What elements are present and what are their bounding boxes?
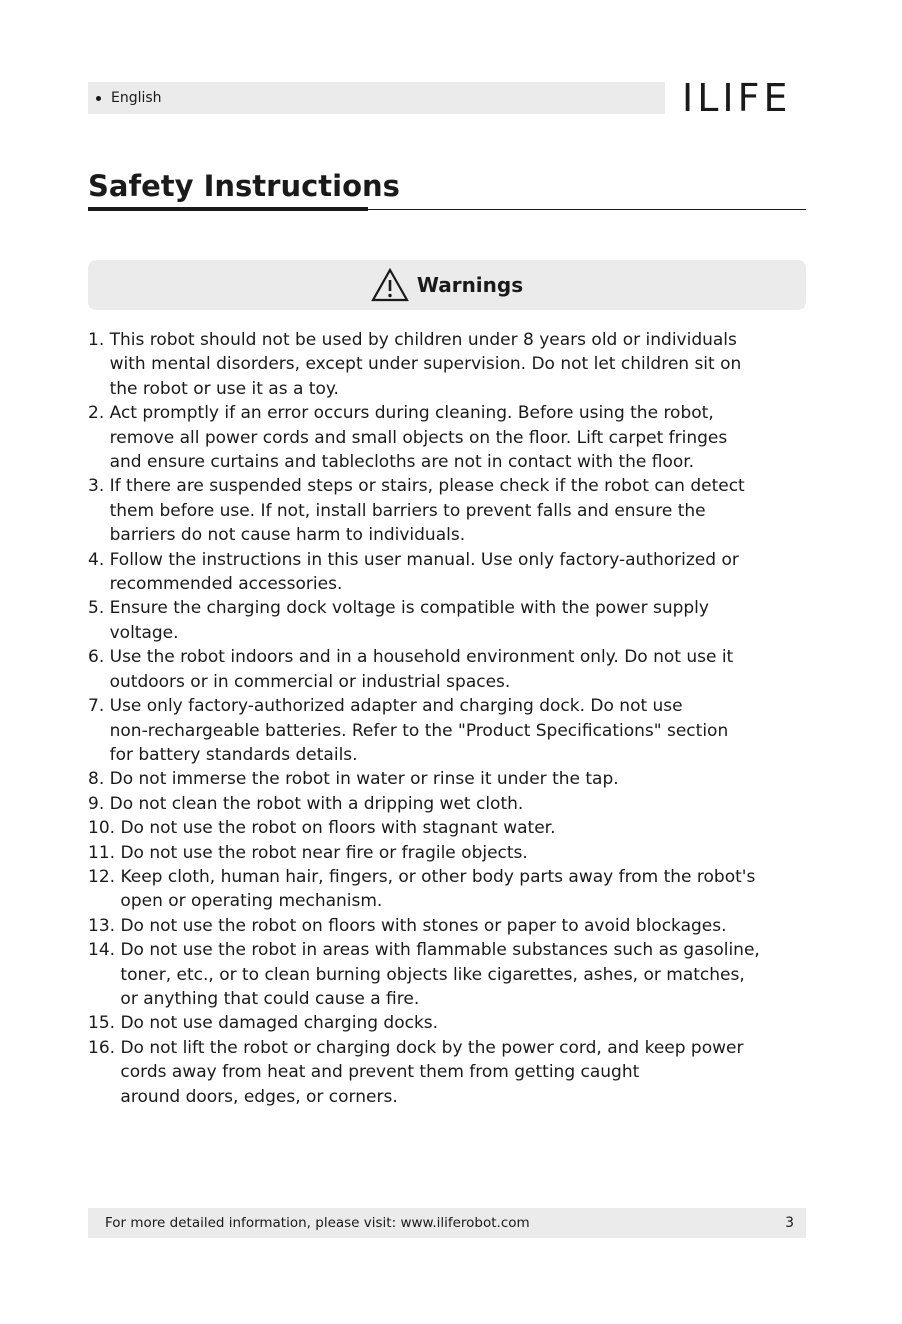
instruction-line: 5. Ensure the charging dock voltage is compatible with the power supply (88, 598, 709, 619)
instruction-item (88, 694, 818, 767)
instruction-line: 3. If there are suspended steps or stairs, please check if the robot can detect (88, 476, 745, 497)
instruction-item (88, 841, 818, 865)
instruction-item (88, 816, 818, 840)
instruction-item (88, 328, 818, 401)
instruction-line: 12. Keep cloth, human hair, fingers, or other body parts away from the robot's (88, 866, 756, 887)
safety-instructions-list (88, 328, 818, 1109)
instruction-line: the robot or use it as a toy. (88, 378, 339, 399)
instruction-line: barriers do not cause harm to individuals. (88, 525, 466, 546)
footer-bar (88, 1208, 806, 1238)
instruction-line: 8. Do not immerse the robot in water or rinse it under the tap. (88, 769, 619, 790)
warnings-label: Warnings (416, 273, 524, 297)
instruction-item (88, 865, 818, 914)
instruction-line: 14. Do not use the robot in areas with flammable substances such as gasoline, (88, 940, 760, 961)
instruction-item (88, 1036, 818, 1109)
instruction-line: toner, etc., or to clean burning objects like cigarettes, ashes, or matches, (88, 964, 745, 985)
instruction-item (88, 474, 818, 547)
instruction-line: open or operating mechanism. (88, 891, 383, 912)
language-label: English (111, 90, 162, 106)
instruction-line: 16. Do not lift the robot or charging dock by the power cord, and keep power (88, 1037, 744, 1058)
instruction-line: 15. Do not use damaged charging docks. (88, 1013, 439, 1034)
instruction-item (88, 767, 818, 791)
instruction-line: for battery standards details. (88, 744, 358, 765)
language-bar (88, 82, 665, 114)
instruction-line: cords away from heat and prevent them from getting caught (88, 1062, 640, 1083)
instruction-item (88, 596, 818, 645)
instruction-line: 11. Do not use the robot near fire or fragile objects. (88, 842, 528, 863)
instruction-item (88, 792, 818, 816)
instruction-item (88, 401, 818, 474)
instruction-line: 9. Do not clean the robot with a dripping wet cloth. (88, 793, 524, 814)
instruction-item (88, 548, 818, 597)
instruction-line: with mental disorders, except under supervision. Do not let children sit on (88, 354, 742, 375)
instruction-line: and ensure curtains and tablecloths are not in contact with the floor. (88, 452, 695, 473)
warnings-banner (88, 260, 806, 310)
instruction-line: non-rechargeable batteries. Refer to the "Product Specifications" section (88, 720, 729, 741)
instruction-line: 6. Use the robot indoors and in a household environment only. Do not use it (88, 647, 734, 668)
instruction-line: 13. Do not use the robot on floors with stones or paper to avoid blockages. (88, 915, 727, 936)
instruction-line: 2. Act promptly if an error occurs during cleaning. Before using the robot, (88, 403, 714, 424)
instruction-line: 10. Do not use the robot on floors with stagnant water. (88, 818, 556, 839)
instruction-line: remove all power cords and small objects on the floor. Lift carpet fringes (88, 427, 728, 448)
instruction-item (88, 914, 818, 938)
instruction-line: recommended accessories. (88, 574, 343, 595)
page-title: Safety Instructions (88, 169, 400, 203)
instruction-line: 7. Use only factory-authorized adapter and charging dock. Do not use (88, 696, 683, 717)
warning-triangle-icon (371, 268, 409, 302)
instruction-item (88, 938, 818, 1011)
brand-logo: ILIFE (682, 76, 792, 120)
instruction-item (88, 1011, 818, 1035)
instruction-item (88, 645, 818, 694)
instruction-line: outdoors or in commercial or industrial spaces. (88, 671, 511, 692)
instruction-line: around doors, edges, or corners. (88, 1086, 398, 1107)
page-number: 3 (785, 1215, 794, 1231)
instruction-line: voltage. (88, 622, 179, 643)
footer-info-text: For more detailed information, please visit: www.iliferobot.com (105, 1215, 530, 1231)
bullet-icon (96, 96, 101, 101)
instruction-line: or anything that could cause a fire. (88, 988, 420, 1009)
instruction-line: 4. Follow the instructions in this user manual. Use only factory-authorized or (88, 549, 739, 570)
instruction-line: 1. This robot should not be used by children under 8 years old or individuals (88, 330, 737, 350)
instruction-line: them before use. If not, install barriers to prevent falls and ensure the (88, 500, 706, 521)
title-underline (88, 207, 368, 211)
